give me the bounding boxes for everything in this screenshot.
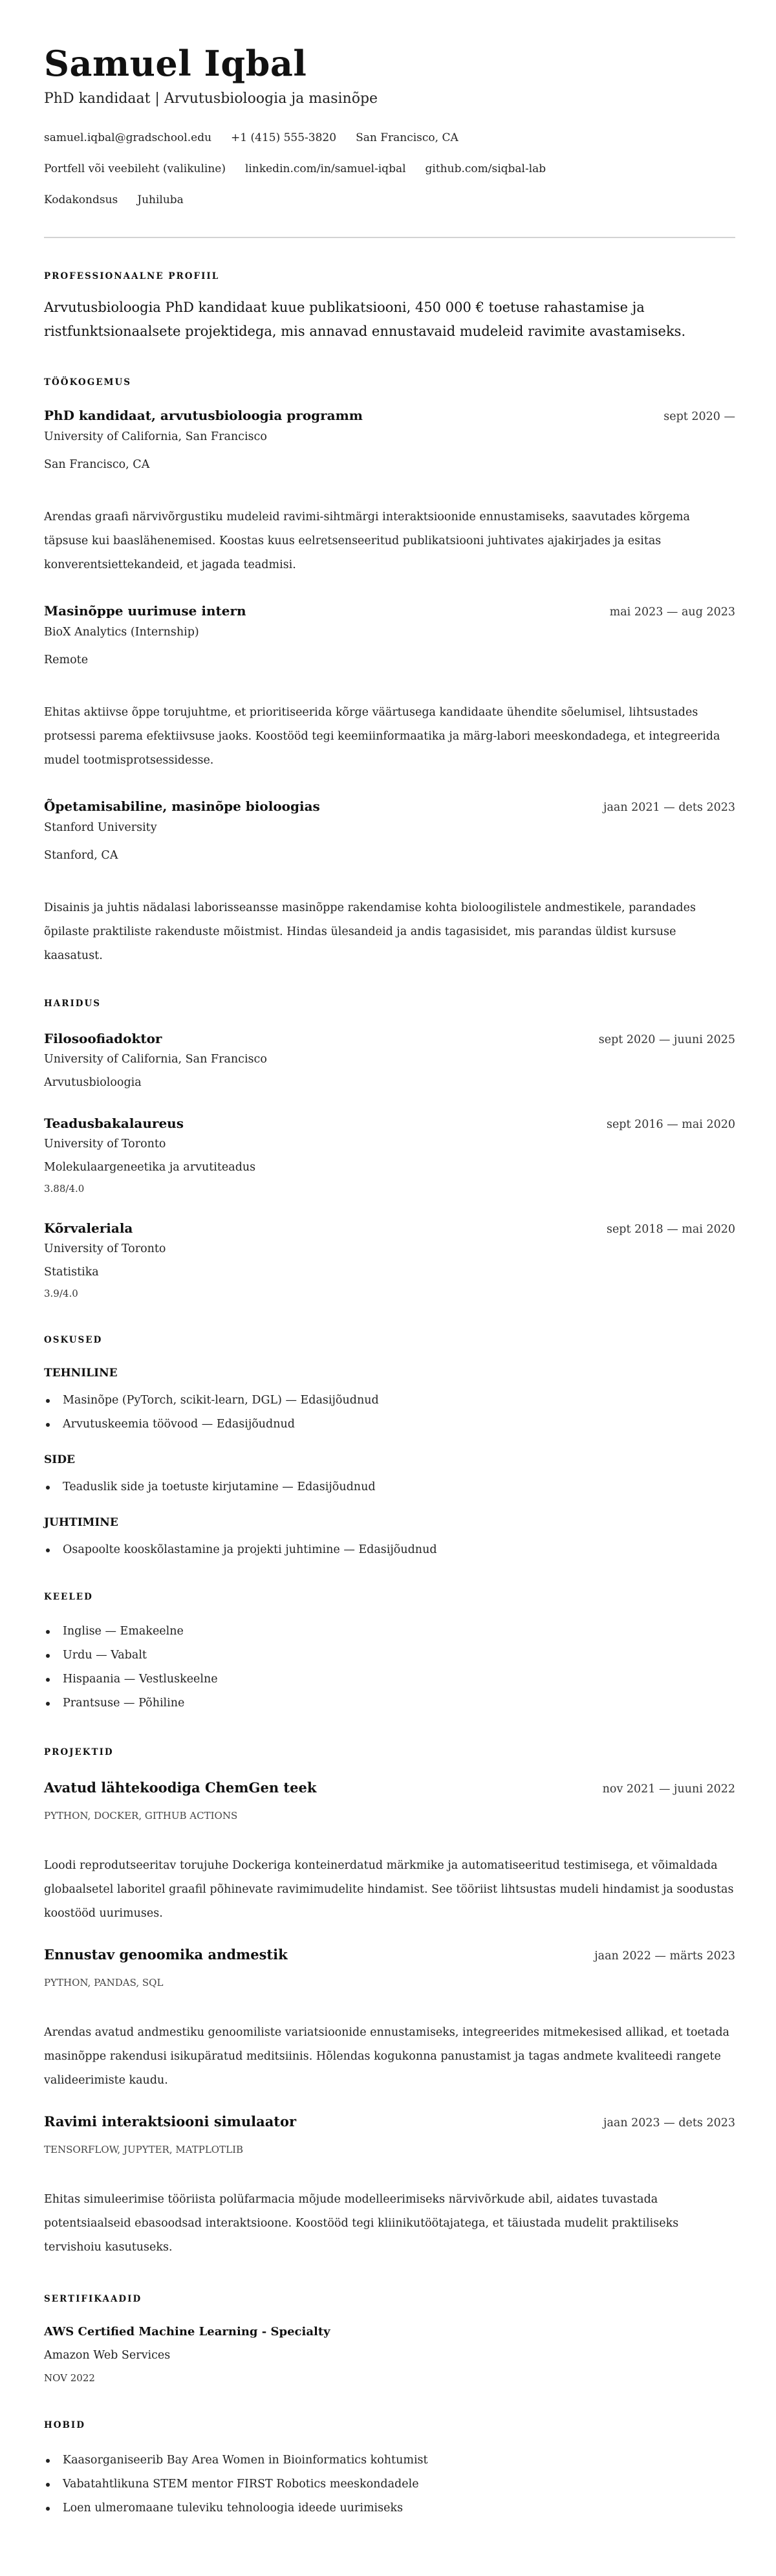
project-title: Ravimi interaktsiooni simulaator — [44, 2113, 297, 2130]
hobby-item: Vabatahtlikuna STEM mentor FIRST Robotics meeskondadele — [44, 2472, 735, 2496]
skill-item: Teaduslik side ja toetuste kirjutamine — Edasijõudnud — [44, 1475, 735, 1499]
language-list — [44, 1620, 735, 1715]
section-heading: SERTIFIKAADID — [44, 2294, 142, 2304]
job-company: Stanford University — [44, 821, 157, 834]
skill-list — [44, 1538, 735, 1562]
location: San Francisco, CA — [356, 131, 458, 144]
section-heading: HARIDUS — [44, 998, 101, 1009]
section-heading: TÖÖKOGEMUS — [44, 377, 131, 388]
job-dates: sept 2020 — — [663, 410, 735, 423]
skill-group-heading: JUHTIMINE — [44, 1516, 118, 1529]
job-entry — [44, 797, 735, 968]
degree-title: Filosoofiadoktor — [44, 1031, 162, 1046]
profile-summary: Arvutusbioloogia PhD kandidaat kuue publikatsiooni, 450 000 € toetuse rahastamise ja ristfunktsionaalsete projektidega, mis annavad ennustavaid mudeleid ravimite avastamiseks. — [44, 300, 686, 339]
languages-section — [44, 1591, 735, 1715]
degree-title: Kõrvaleriala — [44, 1220, 133, 1236]
job-entry — [44, 602, 735, 773]
education-header — [44, 1219, 735, 1237]
skill-item: Osapoolte kooskõlastamine ja projekti juhtimine — Edasijõudnud — [44, 1538, 735, 1562]
education-dates: sept 2016 — mai 2020 — [606, 1118, 735, 1131]
job-location: Remote — [44, 654, 89, 666]
section-heading: PROJEKTID — [44, 1747, 114, 1757]
job-header — [44, 797, 735, 815]
skill-list — [44, 1389, 735, 1437]
project-entry — [44, 2112, 735, 2260]
education-entry — [44, 1114, 735, 1196]
project-dates: jaan 2022 — märts 2023 — [594, 1950, 735, 1963]
job-location: San Francisco, CA — [44, 458, 150, 471]
candidate-name: Samuel Iqbal — [44, 43, 307, 84]
project-description: Arendas avatud andmestiku genoomiliste variatsioonide ennustamiseks, integreerides mitmekesised allikad, et toetada masinõppe rakendusi isikupäratud meditsiinis. Hõlendas kogukonna panustamist ja tagas andmete kvaliteedi rangete valideerimiste kaudu. — [44, 2026, 729, 2087]
portfolio-link[interactable]: Portfell või veebileht (valikuline) — [44, 162, 226, 175]
job-dates: jaan 2021 — dets 2023 — [603, 801, 735, 814]
school-name: University of California, San Francisco — [44, 1053, 267, 1066]
skill-group-heading: TEHNILINE — [44, 1367, 118, 1380]
project-entry — [44, 1945, 735, 2093]
contact-row — [44, 129, 735, 146]
project-title: Ennustav genoomika andmestik — [44, 1946, 288, 1963]
field-of-study: Statistika — [44, 1266, 99, 1279]
certificate-date: NOV 2022 — [44, 2372, 95, 2384]
certificates-section — [44, 2293, 735, 2385]
education-header — [44, 1114, 735, 1132]
extra-info-row — [44, 192, 735, 208]
education-dates: sept 2018 — mai 2020 — [606, 1223, 735, 1236]
skill-group-heading: SIDE — [44, 1453, 75, 1466]
candidate-headline: PhD kandidaat | Arvutusbioloogia ja masinõpe — [44, 91, 378, 107]
project-entry — [44, 1778, 735, 1926]
job-description: Disainis ja juhtis nädalasi laborisseansse masinõppe rakendamise kohta bioloogilistele andmestikele, parandades õpilaste praktiliste rakenduste mõistmist. Hindas ülesandeid ja andis tagasisidet, mis parandas üldist kursuse kaasatust. — [44, 901, 696, 962]
project-title: Avatud lähtekoodiga ChemGen teek — [44, 1779, 317, 1796]
project-header — [44, 1945, 735, 1965]
language-item: Hispaania — Vestluskeelne — [44, 1668, 735, 1691]
job-entry — [44, 406, 735, 577]
hobby-item: Kaasorganiseerib Bay Area Women in Bioinformatics kohtumist — [44, 2449, 735, 2472]
job-dates: mai 2023 — aug 2023 — [609, 606, 735, 619]
field-of-study: Arvutusbioloogia — [44, 1076, 142, 1089]
skills-section — [44, 1334, 735, 1562]
language-item: Inglise — Emakeelne — [44, 1620, 735, 1644]
hobby-item: Loen ulmeromaane tuleviku tehnoloogia ideede uurimiseks — [44, 2496, 735, 2520]
job-title: PhD kandidaat, arvutusbioloogia programm — [44, 408, 363, 423]
job-location: Stanford, CA — [44, 849, 118, 862]
gpa: 3.88/4.0 — [44, 1183, 85, 1194]
section-heading: OSKUSED — [44, 1335, 103, 1345]
education-entry — [44, 1219, 735, 1301]
github-link[interactable]: github.com/siqbal-lab — [425, 162, 546, 175]
section-heading: KEELED — [44, 1592, 93, 1602]
skill-item: Masinõpe (PyTorch, scikit-learn, DGL) — Edasijõudnud — [44, 1389, 735, 1413]
field-of-study: Molekulaargeneetika ja arvutiteadus — [44, 1161, 256, 1174]
project-header — [44, 2112, 735, 2131]
job-description: Ehitas aktiivse õppe torujuhtme, et prioritiseerida kõrge väärtusega kandidaate ühendite sõelumisel, lihtsustades protsessi parema efektiivsuse jaoks. Koostööd tegi keemiinformaatika ja märg-labori meeskondadega, et integreerida mudel tootmisprotsessidesse. — [44, 706, 720, 767]
skill-item: Arvutuskeemia töövood — Edasijõudnud — [44, 1413, 735, 1437]
job-header — [44, 602, 735, 620]
phone-number[interactable]: +1 (415) 555-3820 — [231, 131, 337, 144]
education-entry — [44, 1029, 735, 1091]
education-section — [44, 997, 735, 1301]
job-title: Õpetamisabiline, masinõpe bioloogias — [44, 798, 320, 814]
links-row — [44, 160, 735, 177]
school-name: University of Toronto — [44, 1242, 166, 1255]
experience-section — [44, 376, 735, 968]
skill-list — [44, 1475, 735, 1499]
project-dates: nov 2021 — juuni 2022 — [602, 1783, 735, 1796]
section-heading: PROFESSIONAALNE PROFIIL — [44, 271, 220, 281]
hobbies-section — [44, 2419, 735, 2520]
project-header — [44, 1778, 735, 1798]
education-header — [44, 1029, 735, 1048]
profile-section — [44, 270, 735, 344]
project-tech-stack: TENSORFLOW, JUPYTER, MATPLOTLIB — [44, 2144, 244, 2155]
job-company: BioX Analytics (Internship) — [44, 626, 199, 639]
citizenship: Kodakondsus — [44, 193, 118, 206]
certificate-title: AWS Certified Machine Learning - Specialty — [44, 2325, 330, 2339]
resume-header — [44, 43, 735, 208]
language-item: Prantsuse — Põhiline — [44, 1691, 735, 1715]
section-heading: HOBID — [44, 2420, 85, 2430]
linkedin-link[interactable]: linkedin.com/in/samuel-iqbal — [245, 162, 406, 175]
project-tech-stack: PYTHON, DOCKER, GITHUB ACTIONS — [44, 1810, 238, 1822]
project-tech-stack: PYTHON, PANDAS, SQL — [44, 1977, 164, 1988]
drivers-license: Juhiluba — [137, 193, 184, 206]
certificate-issuer: Amazon Web Services — [44, 2349, 171, 2362]
job-header — [44, 406, 735, 424]
certificate-entry — [44, 2324, 735, 2385]
projects-section — [44, 1746, 735, 2260]
school-name: University of Toronto — [44, 1138, 166, 1150]
language-item: Urdu — Vabalt — [44, 1644, 735, 1668]
job-title: Masinõppe uurimuse intern — [44, 603, 246, 619]
degree-title: Teadusbakalaureus — [44, 1116, 184, 1131]
project-dates: jaan 2023 — dets 2023 — [603, 2117, 735, 2130]
gpa: 3.9/4.0 — [44, 1288, 78, 1299]
job-description: Arendas graafi närvivõrgustiku mudeleid ravimi-sihtmärgi interaktsioonide ennustamiseks, saavutades kõrgema täpsuse kui baaslähenemised. Koostas kuus eelretsenseeritud publikatsiooni juhtivates ajakirjades ja esitas konverentsiettekandeid, et jagada teadmisi. — [44, 511, 690, 571]
education-dates: sept 2020 — juuni 2025 — [598, 1033, 735, 1046]
hobby-list — [44, 2449, 735, 2520]
project-description: Ehitas simuleerimise tööriista polüfarmacia mõjude modelleerimiseks närvivõrkude abil, aidates tuvastada potentsiaalseid ebasoodsad interaktsioone. Koostööd tegi kliinikutöötajatega, et täiustada mudelit praktiliseks tervishoiu kasutuseks. — [44, 2193, 679, 2254]
email-link[interactable]: samuel.iqbal@gradschool.edu — [44, 131, 212, 144]
job-company: University of California, San Francisco — [44, 430, 267, 443]
project-description: Loodi reprodutseeritav torujuhe Dockeriga konteinerdatud märkmike ja automatiseeritud testimisega, et võimaldada globaalsetel laboritel graafil põhinevate ravimimudelite hindamist. See tööriist lihtsustas mudeli hindamist ja soodustas koostööd uurimuses. — [44, 1859, 734, 1920]
header-divider — [44, 237, 735, 238]
